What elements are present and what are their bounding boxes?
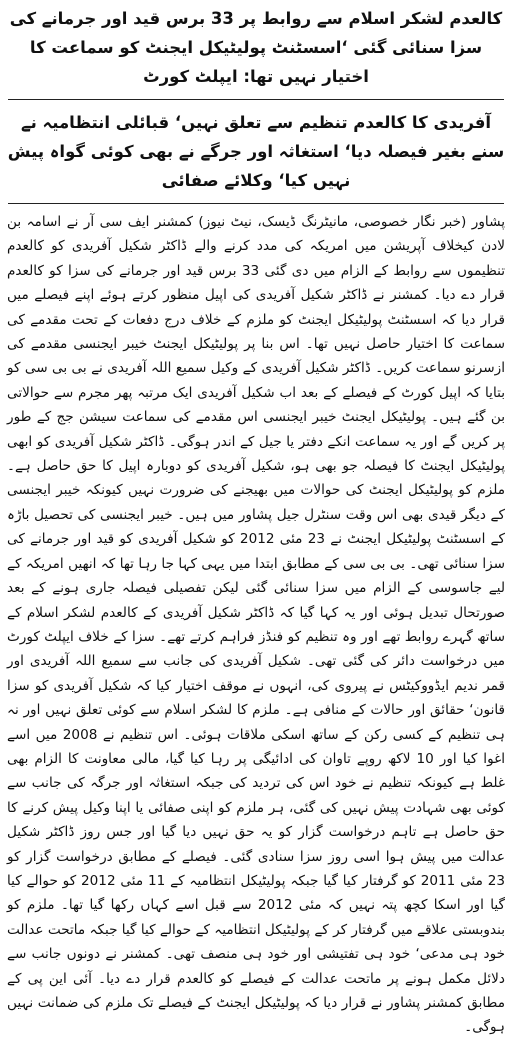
- headline-divider: [8, 99, 504, 100]
- body-divider: [8, 203, 504, 204]
- headline-primary: کالعدم لشکر اسلام سے روابط پر 33 برس قید اور جرمانے کی سزا سنائی گئی ‘اسسٹنٹ پولیٹیکل ایجنٹ کو سماعت کا اختیار نہیں تھا: ایپلٹ کورٹ: [9, 9, 503, 86]
- headline-secondary: آفریدی کا کالعدم تنظیم سے تعلق نہیں‘ قبائلی انتظامیہ نے سنے بغیر فیصلہ دیا‘ استغاثہ اور جرگے نے بھی کوئی گواہ پیش نہیں کیا‘ وکلائے صفائی: [7, 113, 505, 190]
- article-body: پشاور (خبر نگار خصوصی، مانیٹرنگ ڈیسک، نیٹ نیوز) کمشنر ایف سی آر نے اسامہ بن لادن کیخلاف آپریشن میں امریکہ کی مدد کرنے والے ڈاکٹر شکیل آفریدی کو کالعدم تنظیموں سے روابط کے الزام میں دی گئی 33 برس قید اور جرمانے کی سزا کو کالعدم قرار دے دیا۔ کمشنر نے ڈاکٹر شکیل آفریدی کی اپیل منظور کرتے ہوئے اپنے فیصلے میں قرار دیا کہ اسسٹنٹ پولیٹیکل ایجنٹ کو ملزم کے خلاف درج دفعات کے تحت مقدمے کی سماعت کا اختیار حاصل نہیں تھا۔ اس بنا پر پولیٹیکل ایجنٹ خیبر ایجنسی مقدمے کی ازسرنو سماعت کریں۔ ڈاکٹر شکیل آفریدی کے وکیل سمیع اللہ آفریدی نے بی بی سی کو بتایا کہ اپیل کورٹ کے فیصلے کے بعد اب شکیل آفریدی ایک مرتبہ پھر مجرم سے حوالاتی بن گئے ہیں۔ پولیٹیکل ایجنٹ خیبر ایجنسی اس مقدمے کی سماعت سیشن جج کے طور پر کریں گے اور یہ سماعت انکے دفتر یا جیل کے اندر ہوگی۔ ڈاکٹر شکیل آفریدی کو ابھی پولیٹیکل ایجنٹ کا فیصلہ جو بھی ہو، شکیل آفریدی کو دوبارہ اپیل کا حق حاصل ہے۔ ملزم کو پولیٹیکل ایجنٹ کی حوالات میں بھیجنے کی ضرورت نہیں کیونکہ خیبر ایجنسی کے دیگر قیدی بھی اس وقت سنٹرل جیل پشاور میں ہیں۔ خیبر ایجنسی کی تحصیل باڑہ کے اسسٹنٹ پولیٹیکل ایجنٹ نے 23 مئی 2012 کو شکیل آفریدی کو قید اور جرمانے کی سزا سنائی تھی۔ بی بی سی کے مطابق ابتدا میں یہی کہا جا رہا تھا کہ انھیں امریکہ کے لیے جاسوسی کے الزام میں سزا سنائی گئی لیکن تفصیلی فیصلہ جاری ہونے کے بعد صورتحال تبدیل ہوئی اور یہ کہا گیا کہ ڈاکٹر شکیل آفریدی کے کالعدم لشکر اسلام کے ساتھ گہرے روابط تھے اور وہ تنظیم کو فنڈز فراہم کرتے تھے۔ سزا کے خلاف ایپلٹ کورٹ میں درخواست دائر کی گئی تھی۔ شکیل آفریدی کی جانب سے سمیع اللہ آفریدی اور قمر ندیم ایڈووکیٹس نے پیروی کی، انہوں نے موقف اختیار کیا کہ شکیل آفریدی کو سزا قانون‘ حقائق اور حالات کے منافی ہے۔ ملزم کا لشکر اسلام سے کوئی تعلق نہیں اور نہ ہی تنظیم کے کسی رکن کے ساتھ اسکی ملاقات ہوئی۔ اس تنظیم نے 2008 میں اسے اغوا کیا اور 10 لاکھ روپے تاوان کی ادائیگی پر رہا کیا گیا، مالی معاونت کا الزام بھی غلط ہے کیونکہ تنظیم نے خود اس کی تردید کی جبکہ استغاثہ اور جرگہ کی جانب سے کوئی بھی شہادت پیش نہیں کی گئی، ہر ملزم کو اپنی صفائی یا اپنا وکیل پیش کرنے کا حق حاصل ہے تاہم درخواست گزار کو یہ حق نہیں دیا گیا اور جس روز ڈاکٹر شکیل عدالت میں پیش ہوا اسی روز سزا سنادی گئی۔ فیصلے کے مطابق درخواست گزار کو 23 مئی 2011 کو گرفتار کیا گیا جبکہ پولیٹیکل انتظامیہ کے 11 مئی 2012 کو حوالے کیا گیا اور اسکا کچھ پتہ نہیں کہ مئی 2012 سے قبل اسے کہاں رکھا گیا تھا۔ ملزم کو بندوبستی علاقے میں گرفتار کر کے پولیٹیکل انتظامیہ کے حوالے کیا گیا جبکہ ماتحت عدالت خود ہی مدعی‘ خود ہی تفتیشی اور خود ہی منصف تھی۔ کمشنر نے دونوں جانب سے دلائل مکمل ہونے پر ماتحت عدالت کے فیصلے کو کالعدم قرار دے دیا۔ آئی این پی کے مطابق کمشنر پشاور نے قرار دیا کہ پولیٹیکل ایجنٹ کے فیصلے تک ملزم کی ضمانت نہیں ہوگی۔: [7, 214, 506, 1036]
